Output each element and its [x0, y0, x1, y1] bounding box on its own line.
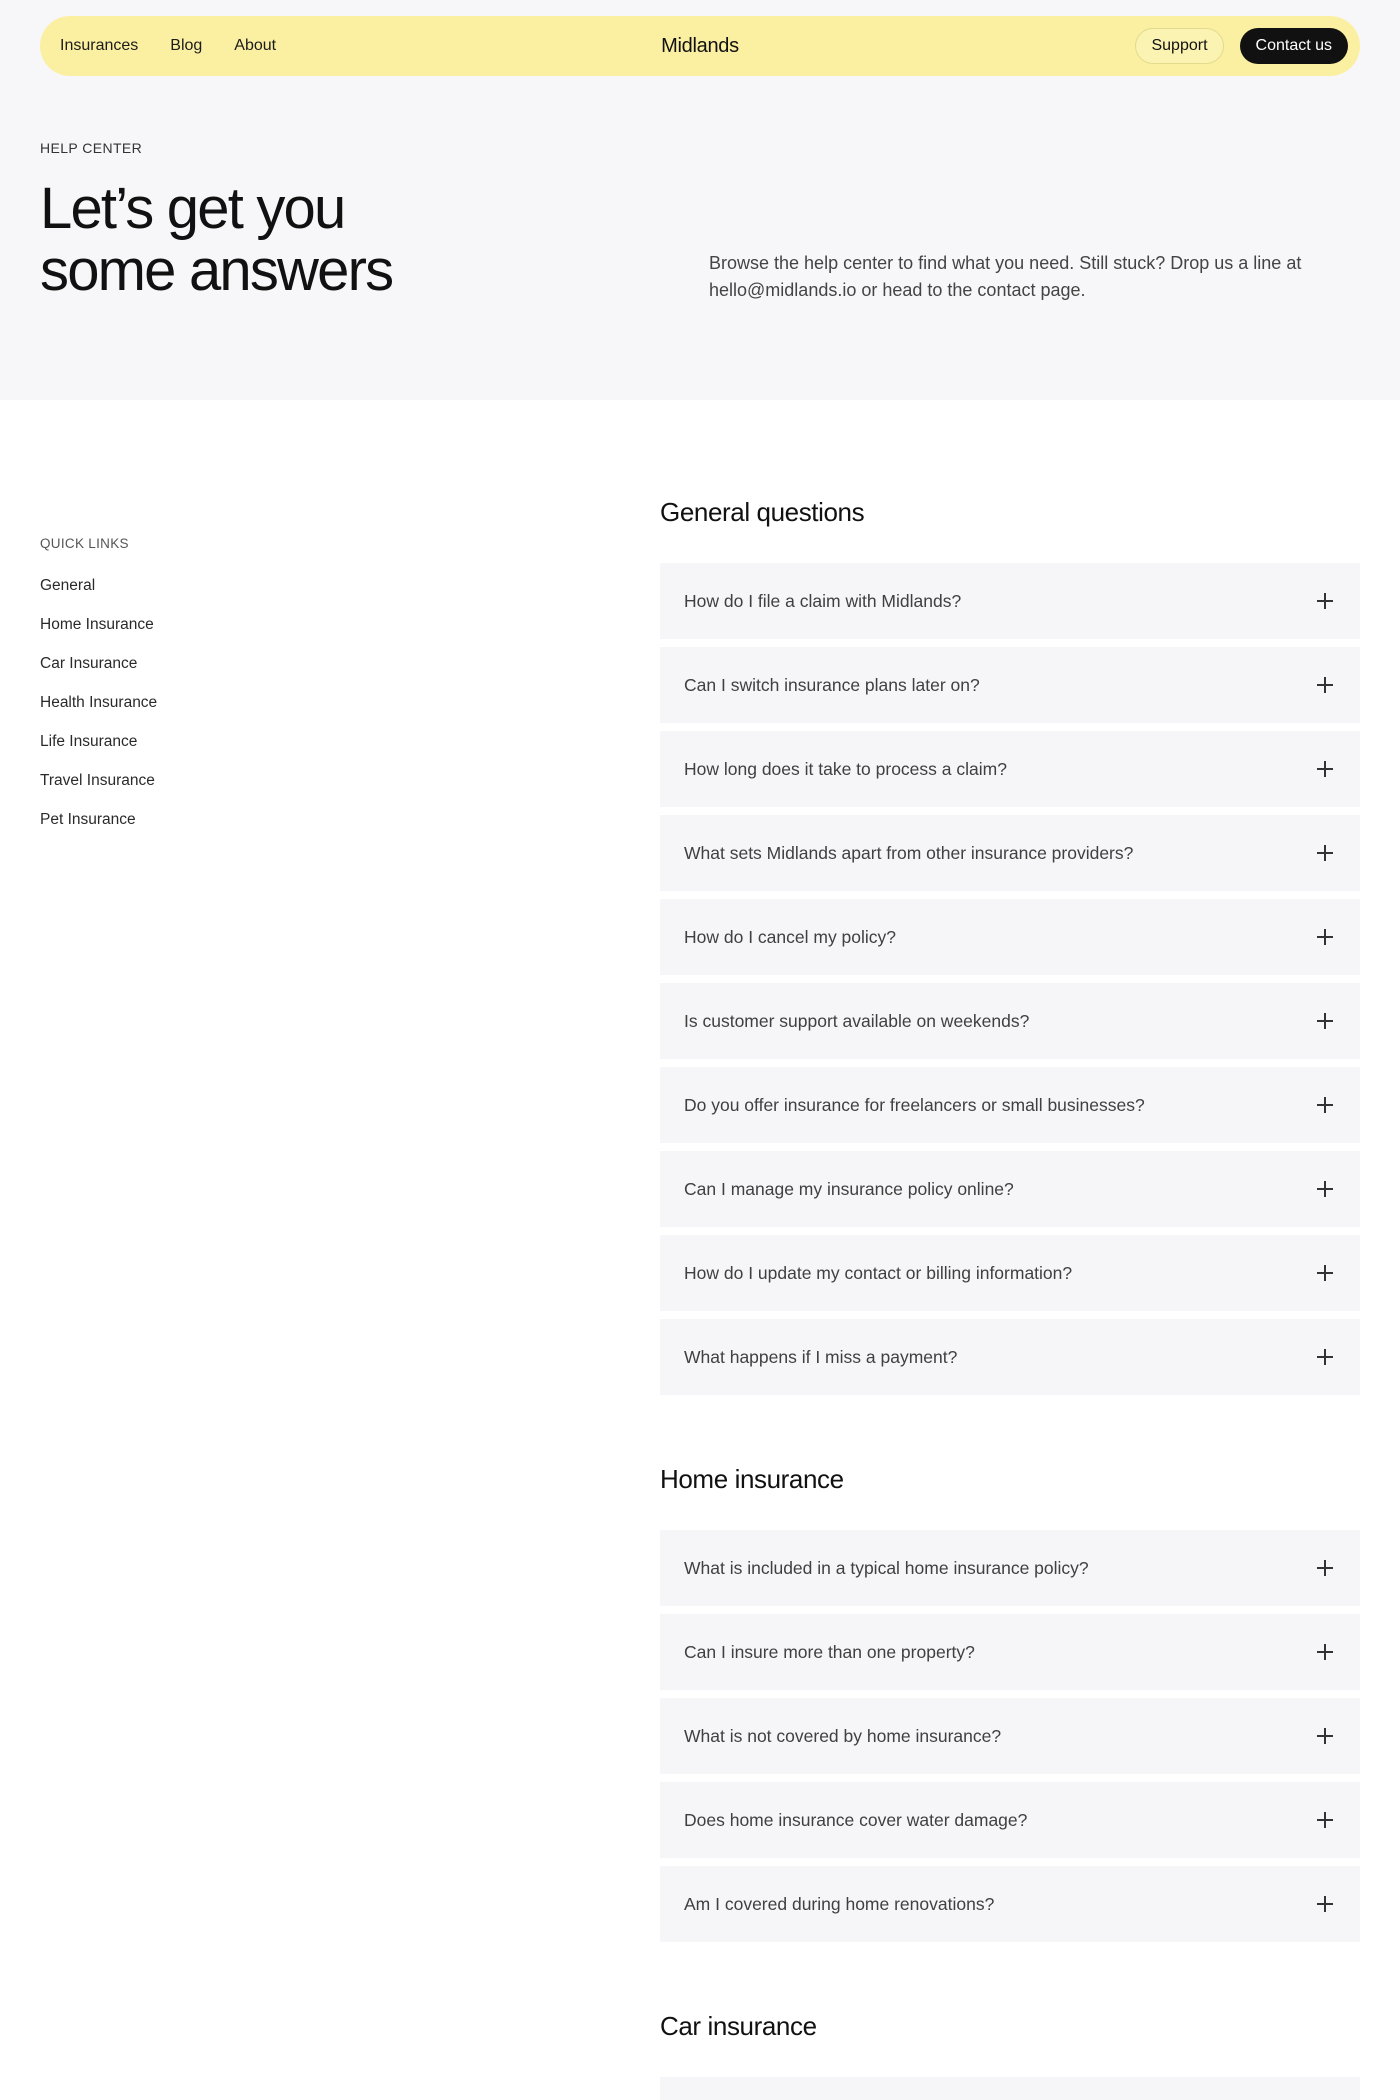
plus-icon — [1317, 1896, 1333, 1912]
top-navbar — [40, 16, 1360, 76]
faq-item[interactable] — [660, 563, 1360, 639]
faq-question: Can I manage my insurance policy online? — [684, 1178, 1014, 1199]
plus-icon — [1317, 1265, 1333, 1281]
nav-links — [60, 37, 276, 55]
plus-icon — [1317, 1560, 1333, 1576]
faq-section-car — [660, 2008, 1360, 2100]
page-title-line-1: Let’s get you — [40, 176, 345, 241]
plus-icon — [1317, 929, 1333, 945]
faq-list — [660, 1530, 1360, 1942]
quick-link-health-insurance[interactable]: Health Insurance — [40, 694, 158, 711]
section-title: Home insurance — [660, 1464, 844, 1494]
hero-eyebrow: HELP CENTER — [40, 140, 143, 156]
faq-item[interactable] — [660, 983, 1360, 1059]
quick-link-life-insurance[interactable]: Life Insurance — [40, 733, 138, 750]
faq-question: Am I covered during home renovations? — [684, 1893, 995, 1914]
faq-question: What sets Midlands apart from other insurance providers? — [684, 842, 1134, 863]
faq-question: What happens if I miss a payment? — [684, 1346, 958, 1367]
quick-links-list — [40, 576, 157, 849]
plus-icon — [1317, 845, 1333, 861]
faq-question: Is customer support available on weekends? — [684, 1010, 1030, 1031]
brand-logo[interactable]: Midlands — [661, 34, 739, 57]
quick-links-label: QUICK LINKS — [40, 536, 129, 551]
faq-list — [660, 563, 1360, 1395]
faq-question: What is not covered by home insurance? — [684, 1725, 1002, 1746]
plus-icon — [1317, 593, 1333, 609]
faq-item[interactable] — [660, 1235, 1360, 1311]
plus-icon — [1317, 1728, 1333, 1744]
faq-item[interactable] — [660, 2077, 1360, 2100]
plus-icon — [1317, 1349, 1333, 1365]
faq-item[interactable] — [660, 1698, 1360, 1774]
faq-section-general — [660, 494, 1360, 1403]
faq-item[interactable] — [660, 1319, 1360, 1395]
plus-icon — [1317, 1181, 1333, 1197]
plus-icon — [1317, 1013, 1333, 1029]
nav-link-insurances[interactable]: Insurances — [60, 37, 139, 54]
plus-icon — [1317, 1097, 1333, 1113]
quick-link-item — [40, 615, 157, 654]
faq-item[interactable] — [660, 1866, 1360, 1942]
plus-icon — [1317, 677, 1333, 693]
faq-item[interactable] — [660, 731, 1360, 807]
faq-section-home — [660, 1461, 1360, 1950]
faq-question: Does home insurance cover water damage? — [684, 1809, 1028, 1830]
faq-question: Can I insure more than one property? — [684, 1641, 975, 1662]
faq-item[interactable] — [660, 1067, 1360, 1143]
faq-item[interactable] — [660, 815, 1360, 891]
quick-link-item — [40, 732, 157, 771]
hero-description: Browse the help center to find what you need. Still stuck? Drop us a line at hello@midlands.io or head to the contact page. — [709, 253, 1302, 300]
quick-link-item — [40, 810, 157, 849]
faq-question: How do I file a claim with Midlands? — [684, 590, 962, 611]
faq-item[interactable] — [660, 1151, 1360, 1227]
nav-actions — [1135, 28, 1348, 64]
quick-link-car-insurance[interactable]: Car Insurance — [40, 655, 138, 672]
faq-item[interactable] — [660, 647, 1360, 723]
faq-question: How do I cancel my policy? — [684, 926, 897, 947]
quick-link-pet-insurance[interactable]: Pet Insurance — [40, 811, 136, 828]
page-title — [40, 178, 600, 302]
faq-item[interactable] — [660, 1530, 1360, 1606]
faq-list — [660, 2077, 1360, 2100]
faq-question: What is included in a typical home insurance policy? — [684, 1557, 1089, 1578]
contact-us-button[interactable]: Contact us — [1240, 28, 1348, 64]
plus-icon — [1317, 1644, 1333, 1660]
section-title: General questions — [660, 497, 865, 527]
plus-icon — [1317, 761, 1333, 777]
faq-question: Do you offer insurance for freelancers or small businesses? — [684, 1094, 1145, 1115]
faq-item[interactable] — [660, 899, 1360, 975]
plus-icon — [1317, 1812, 1333, 1828]
quick-link-item — [40, 771, 157, 810]
faq-question: Can I switch insurance plans later on? — [684, 674, 980, 695]
section-title: Car insurance — [660, 2011, 817, 2041]
nav-link-about[interactable]: About — [234, 37, 277, 54]
faq-question: How long does it take to process a claim? — [684, 758, 1007, 779]
quick-link-general[interactable]: General — [40, 577, 96, 594]
quick-link-item — [40, 654, 157, 693]
quick-link-home-insurance[interactable]: Home Insurance — [40, 616, 154, 633]
faq-question: How do I update my contact or billing information? — [684, 1262, 1073, 1283]
page-title-line-2: some answers — [40, 238, 393, 303]
faq-item[interactable] — [660, 1782, 1360, 1858]
quick-link-item — [40, 576, 157, 615]
quick-link-item — [40, 693, 157, 732]
support-button[interactable]: Support — [1135, 28, 1223, 64]
faq-item[interactable] — [660, 1614, 1360, 1690]
nav-link-blog[interactable]: Blog — [170, 37, 203, 54]
quick-link-travel-insurance[interactable]: Travel Insurance — [40, 772, 155, 789]
